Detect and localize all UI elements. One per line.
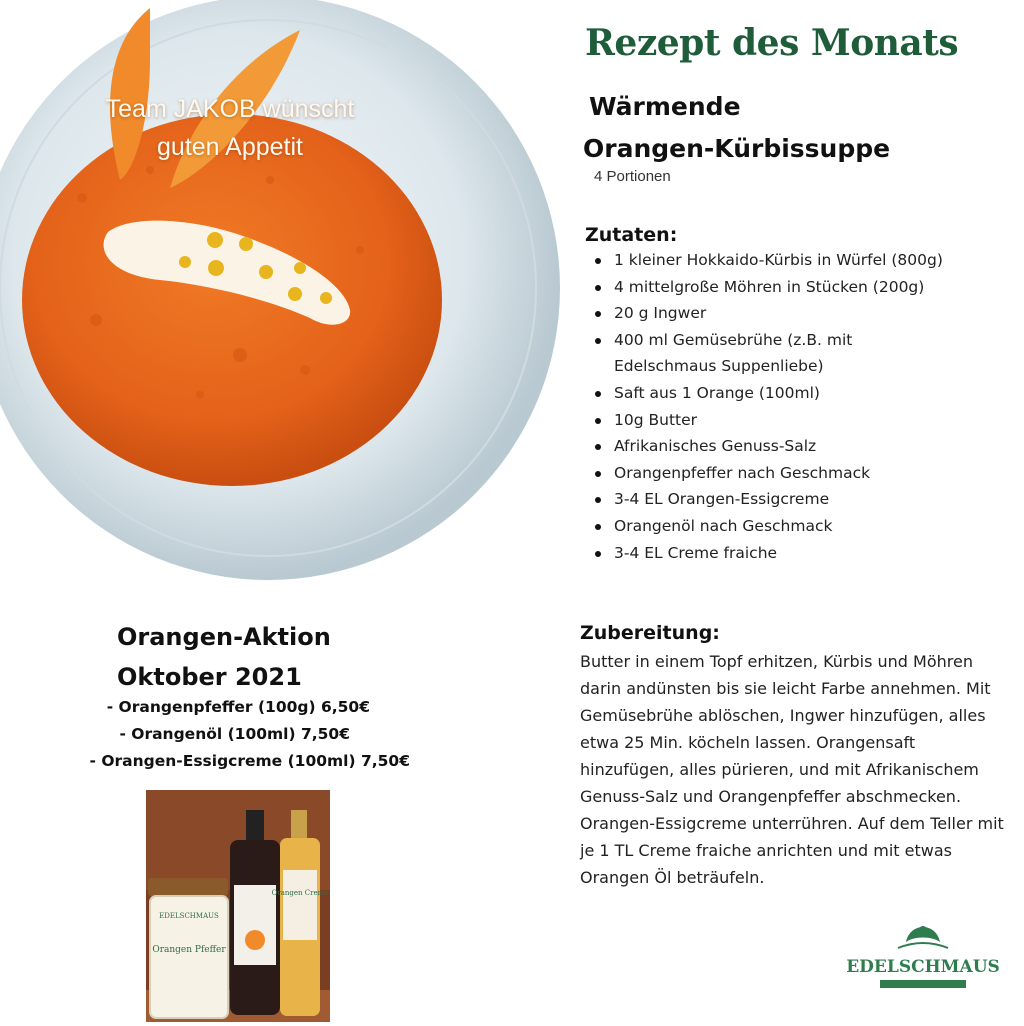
preparation-text: Butter in einem Topf erhitzen, Kürbis und Möhren darin andünsten bis sie leicht Farbe annehmen. Mit Gemüsebrühe ablöschen, Ingwer hinzufügen, alles etwa 25 Min. köcheln lassen. Orangensaft hinzufügen, alles pürieren, und mit Afrikanischem Genuss-Salz und Orangenpfeffer abschmecken. Orangen-Essigcreme unterrühren. Auf dem Teller mit je 1 TL Creme fraiche anrichten und mit etwas Orangen Öl beträufeln. — [580, 652, 1004, 887]
ingredient-item: Saft aus 1 Orange (100ml) — [593, 380, 1013, 407]
recipe-title-line2: Orangen-Kürbissuppe — [583, 134, 891, 163]
ingredients-heading: Zutaten: — [585, 224, 678, 246]
product-photo — [146, 790, 330, 1022]
promo-item: - Orangen-Essigcreme (100ml) 7,50€ — [89, 752, 410, 770]
ingredient-item: Orangenöl nach Geschmack — [593, 513, 1013, 540]
promo-title-line2: Oktober 2021 — [117, 663, 302, 691]
ingredient-item: 400 ml Gemüsebrühe (z.B. mit Edelschmaus Suppenliebe) — [593, 327, 904, 380]
promo-title-line1: Orangen-Aktion — [117, 623, 331, 651]
promo-item: - Orangenöl (100ml) 7,50€ — [119, 725, 350, 743]
photo-caption-line2: guten Appetit — [157, 133, 303, 161]
edelschmaus-logo — [846, 918, 1000, 1004]
bottle-label: Orangen Creme — [271, 889, 329, 897]
ingredients-list — [593, 247, 1013, 566]
soup-photo — [0, 0, 560, 590]
ingredient-item: 10g Butter — [593, 407, 1013, 434]
photo-caption-line1: Team JAKOB wünscht — [105, 95, 355, 123]
recipe-title — [583, 86, 890, 170]
photo-caption — [60, 90, 400, 166]
promo-list — [50, 694, 410, 775]
ingredient-item: 4 mittelgroße Möhren in Stücken (200g) — [593, 274, 1013, 301]
promo-title — [117, 617, 331, 697]
jar-brand: EDELSCHMAUS — [159, 912, 219, 920]
ingredient-item: 3-4 EL Creme fraiche — [593, 540, 1013, 567]
portions-label: 4 Portionen — [594, 168, 671, 185]
ingredient-item: 1 kleiner Hokkaido-Kürbis in Würfel (800g) — [593, 247, 1013, 274]
jar-label: Orangen Pfeffer — [152, 945, 226, 955]
logo-text: EDELSCHMAUS — [846, 957, 1000, 977]
promo-item: - Orangenpfeffer (100g) 6,50€ — [106, 698, 370, 716]
ingredient-item: Orangenpfeffer nach Geschmack — [593, 460, 1013, 487]
ingredient-item: 3-4 EL Orangen-Essigcreme — [593, 486, 1013, 513]
ingredient-item: Afrikanisches Genuss-Salz — [593, 433, 1013, 460]
ingredient-item: 20 g Ingwer — [593, 300, 1013, 327]
recipe-title-line1: Wärmende — [589, 92, 741, 121]
preparation-heading: Zubereitung: — [580, 622, 720, 644]
page-title: Rezept des Monats — [585, 22, 959, 64]
